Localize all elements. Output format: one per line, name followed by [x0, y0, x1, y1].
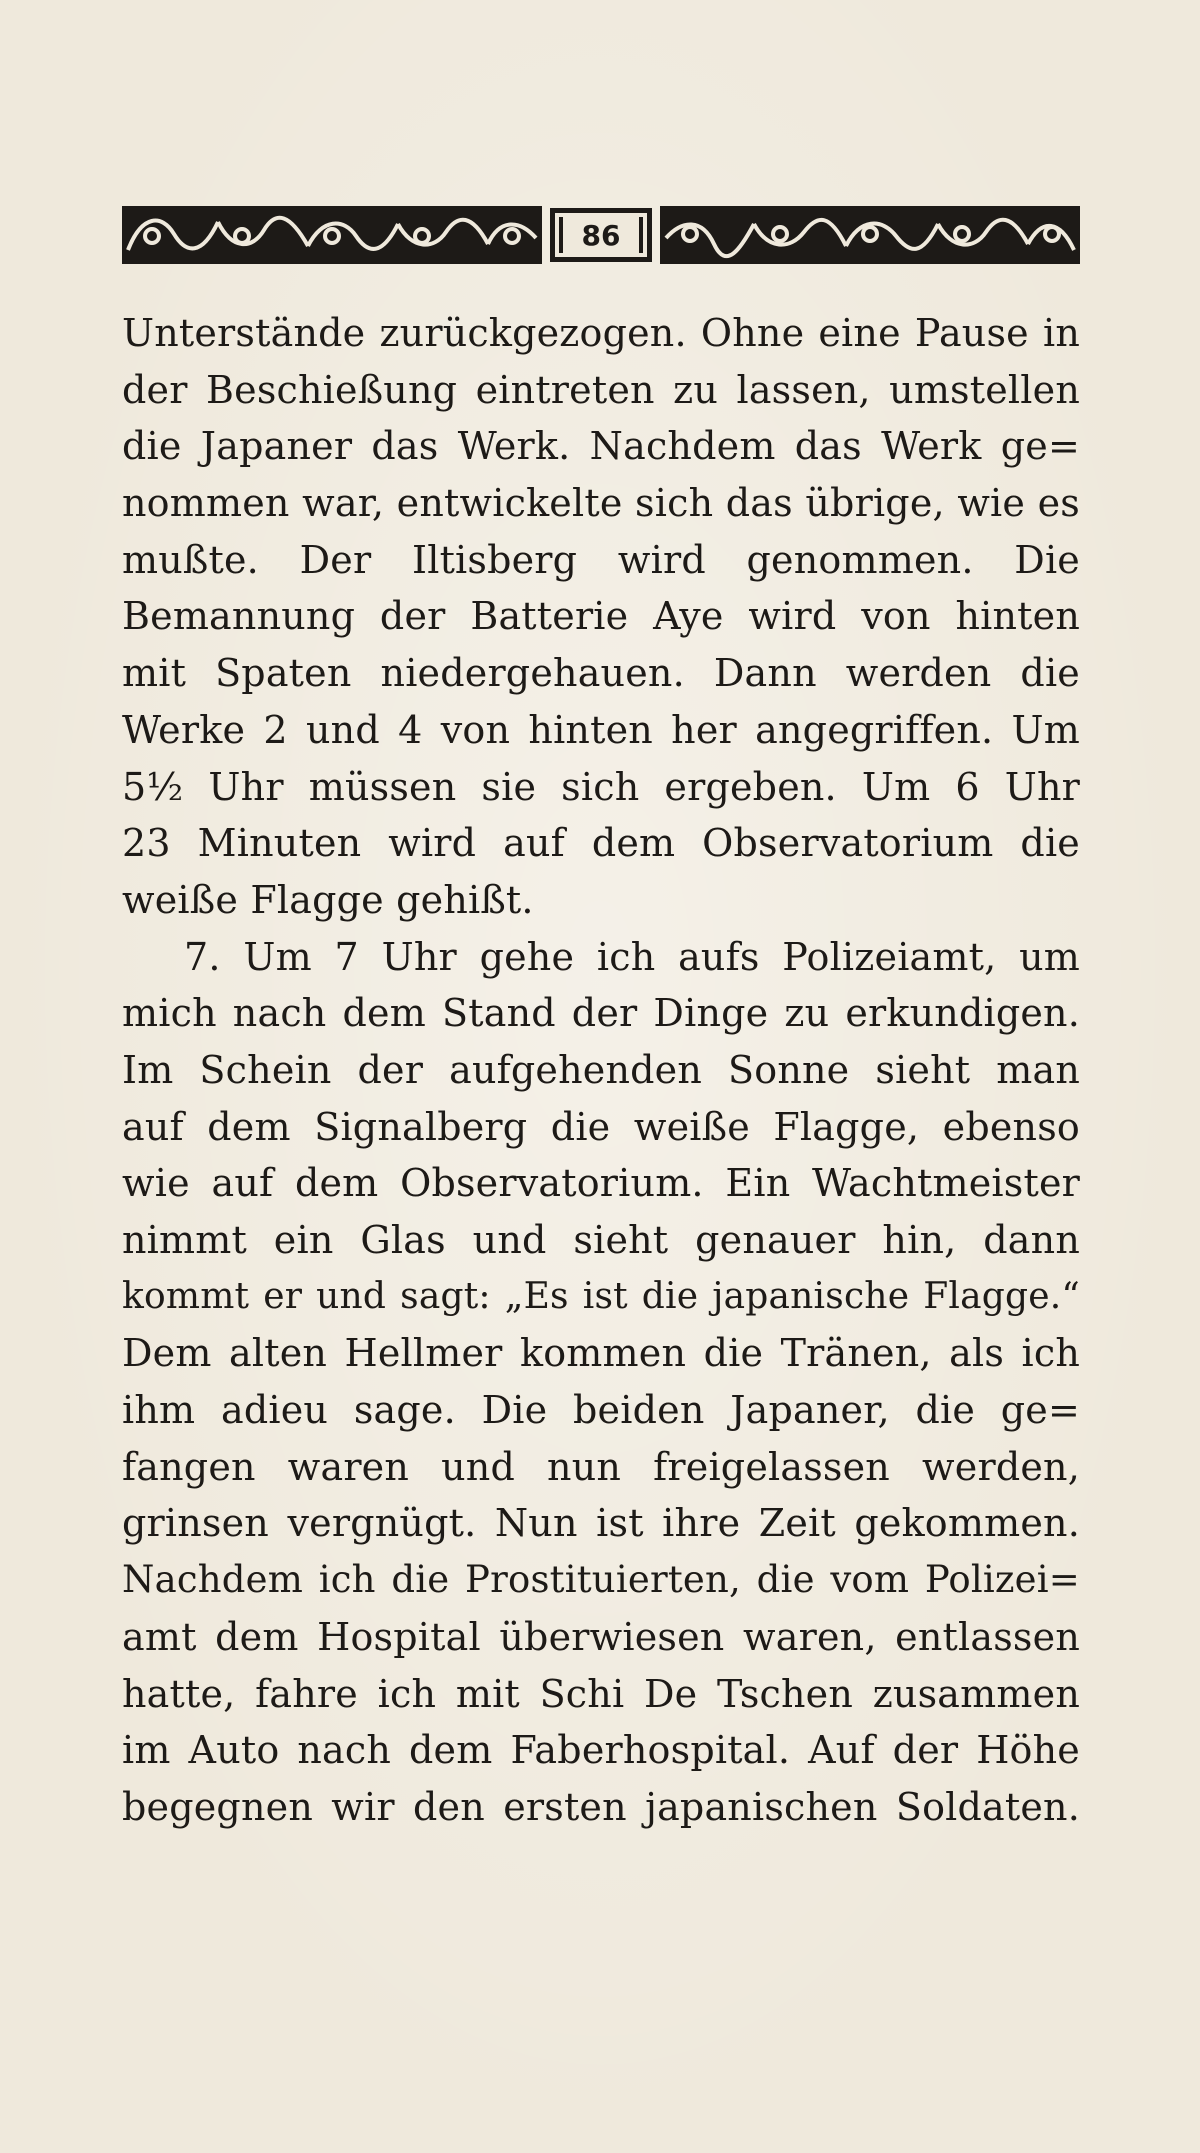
text-line: 23 Minuten wird auf dem Observatorium die	[122, 821, 1080, 866]
text-line: auf dem Signalberg die weiße Flagge, ebenso	[122, 1104, 1080, 1149]
text-line: Dem alten Hellmer kommen die Tränen, als ich	[122, 1331, 1080, 1376]
text-line: grinsen vergnügt. Nun ist ihre Zeit gekommen.	[122, 1501, 1080, 1546]
text-line: wie auf dem Observatorium. Ein Wachtmeister	[122, 1161, 1080, 1206]
text-line: weiße Flagge gehißt.	[122, 877, 534, 922]
text-line: mußte. Der Iltisberg wird genommen. Die	[122, 537, 1080, 582]
page-header	[122, 204, 1080, 266]
text-line: Bemannung der Batterie Aye wird von hinten	[122, 594, 1080, 639]
text-line: mich nach dem Stand der Dinge zu erkundigen.	[122, 991, 1080, 1036]
text-line: im Auto nach dem Faberhospital. Auf der Höhe	[122, 1728, 1080, 1773]
text-line: die Japaner das Werk. Nachdem das Werk ge=	[122, 424, 1080, 469]
text-line: Werke 2 und 4 von hinten her angegriffen. Um	[122, 707, 1080, 752]
scroll-ornament-icon	[122, 204, 542, 266]
text-line: fangen waren und nun freigelassen werden,	[122, 1444, 1080, 1489]
text-line: amt dem Hospital überwiesen waren, entlassen	[122, 1614, 1080, 1659]
text-line: der Beschießung eintreten zu lassen, umstellen	[122, 367, 1080, 412]
text-line: 7. Um 7 Uhr gehe ich aufs Polizeiamt, um	[184, 934, 1080, 979]
text-line: 5½ Uhr müssen sie sich ergeben. Um 6 Uhr	[122, 764, 1080, 809]
text-line: kommt er und sagt: „Es ist die japanische Flagge.“	[122, 1275, 1080, 1317]
text-line: ihm adieu sage. Die beiden Japaner, die ge=	[122, 1388, 1080, 1433]
page-number: 86	[550, 208, 652, 262]
text-line: Nachdem ich die Prostituierten, die vom Polizei=	[122, 1558, 1080, 1602]
text-line: hatte, fahre ich mit Schi De Tschen zusammen	[122, 1671, 1080, 1716]
text-line: begegnen wir den ersten japanischen Soldaten.	[122, 1784, 1080, 1829]
text-line: nommen war, entwickelte sich das übrige, wie es	[122, 481, 1080, 526]
text-line: Unterstände zurückgezogen. Ohne eine Pause in	[122, 311, 1080, 355]
body-text	[122, 305, 1080, 1836]
text-line: nimmt ein Glas und sieht genauer hin, dann	[122, 1218, 1080, 1262]
text-line: Im Schein der aufgehenden Sonne sieht man	[122, 1047, 1080, 1092]
scroll-ornament-icon	[660, 204, 1080, 266]
text-line: mit Spaten niedergehauen. Dann werden die	[122, 651, 1080, 696]
